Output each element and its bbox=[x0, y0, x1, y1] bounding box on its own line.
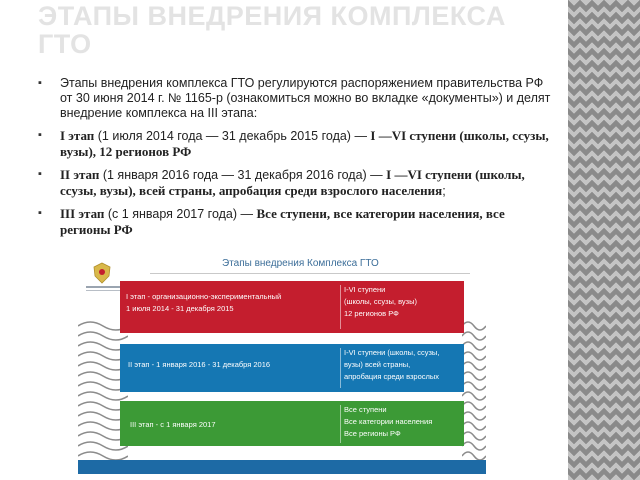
ministry-emblem-icon bbox=[92, 262, 112, 284]
stage3-band bbox=[120, 401, 464, 446]
bullet-item-stage1 bbox=[38, 128, 558, 160]
band-line: I-VI ступени (школы, ссузы, bbox=[344, 348, 440, 357]
bullet-item-intro bbox=[38, 76, 558, 121]
bullet-text: Этапы внедрения комплекса ГТО регулируются распоряжением правительства РФ от 30 июня 2014 г. № 1165-р (ознакомиться можно во вкладке «документы») и делят внедрение комплекса на III этапа: bbox=[60, 76, 551, 120]
bullet-item-stage2 bbox=[38, 167, 558, 199]
stage2-band bbox=[120, 344, 464, 392]
stage-dates: (1 июля 2014 года — 31 декабрь 2015 года) — bbox=[94, 129, 371, 143]
band-line: III этап - с 1 января 2017 bbox=[130, 420, 216, 429]
infographic-title: Этапы внедрения Комплекса ГТО bbox=[222, 258, 379, 269]
band-line: I-VI ступени bbox=[344, 285, 386, 294]
band-line: Все регионы РФ bbox=[344, 429, 401, 438]
stage2-scope bbox=[344, 347, 439, 383]
stage1-name bbox=[126, 291, 281, 315]
zigzag-decoration bbox=[568, 0, 640, 480]
stage-tail: ; bbox=[442, 184, 446, 198]
band-divider bbox=[340, 405, 341, 443]
stage-scope: Все ступени, все категории населения, все регионы РФ bbox=[60, 206, 505, 237]
band-line: 12 регионов РФ bbox=[344, 309, 399, 318]
stage-scope: I —VI ступени (школы, ссузы, вузы), всей страны, апробация среди взрослого населения bbox=[60, 167, 525, 198]
band-line: вузы) всей страны, bbox=[344, 360, 411, 369]
stage3-name bbox=[130, 419, 216, 431]
stage1-band bbox=[120, 281, 464, 333]
band-divider bbox=[340, 285, 341, 329]
stage1-scope bbox=[344, 284, 417, 320]
stage-scope: I —VI ступени (школы, ссузы, вузы), 12 регионов РФ bbox=[60, 128, 549, 159]
stage3-scope bbox=[344, 404, 432, 440]
title-divider bbox=[150, 273, 470, 274]
stage-dates: (1 января 2016 года — 31 декабря 2016 года) — bbox=[99, 168, 387, 182]
bullet-list bbox=[38, 76, 558, 245]
slide-title: ЭТАПЫ ВНЕДРЕНИЯ КОМПЛЕКСА ГТО bbox=[38, 1, 506, 59]
band-line: 1 июля 2014 - 31 декабря 2015 bbox=[126, 304, 234, 313]
band-line: (школы, ссузы, вузы) bbox=[344, 297, 417, 306]
stage2-name bbox=[128, 359, 270, 371]
band-line: II этап - 1 января 2016 - 31 декабря 2016 bbox=[128, 360, 271, 369]
stage-label: II этап bbox=[60, 167, 100, 182]
bottom-band bbox=[78, 460, 486, 474]
stages-infographic bbox=[78, 248, 486, 480]
band-line: Все ступени bbox=[344, 405, 387, 414]
wave-pattern-left bbox=[78, 318, 128, 480]
band-line: Все категории населения bbox=[344, 417, 433, 426]
band-divider bbox=[340, 348, 341, 388]
stage-label: III этап bbox=[60, 206, 105, 221]
band-line: I этап - организационно-экспериментальный bbox=[126, 292, 282, 301]
band-line: апробация среди взрослых bbox=[344, 372, 440, 381]
stage-dates: (с 1 января 2017 года) — bbox=[104, 207, 257, 221]
wave-pattern-right bbox=[462, 318, 486, 480]
stage-label: I этап bbox=[60, 128, 95, 143]
bullet-item-stage3 bbox=[38, 206, 558, 238]
emblem-caption-line bbox=[86, 290, 120, 291]
